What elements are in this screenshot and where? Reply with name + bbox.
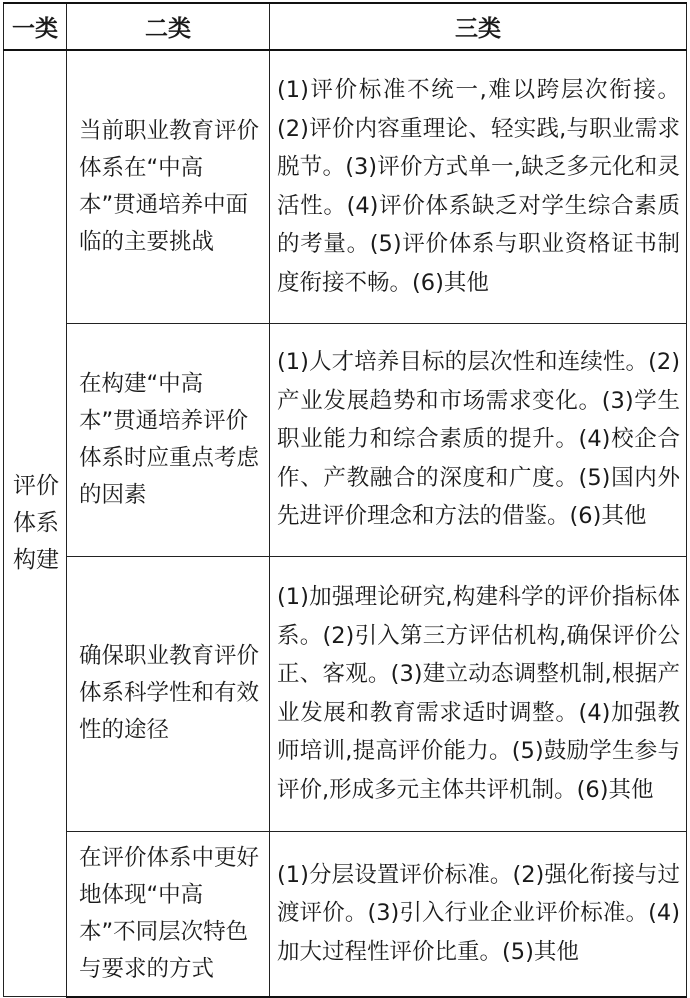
category-2-cell: 在构建“中高本”贯通培养评价体系时应重点考虑的因素 (67, 323, 270, 556)
table-row (4, 323, 687, 556)
category-3-cell: (1)分层设置评价标准。(2)强化衔接与过渡评价。(3)引入行业企业评价标准。(4)加大过程性评价比重。(5)其他 (270, 831, 687, 997)
header-row (4, 3, 687, 50)
table-row (4, 50, 687, 323)
table-row (4, 831, 687, 997)
header-category-2: 二类 (67, 3, 270, 50)
category-3-cell: (1)人才培养目标的层次性和连续性。(2)产业发展趋势和市场需求变化。(3)学生职业能力和综合素质的提升。(4)校企合作、产教融合的深度和广度。(5)国内外先进评价理念和方法的借鉴。(6)其他 (270, 323, 687, 556)
survey-structure-table (3, 2, 687, 998)
category-3-cell: (1)评价标准不统一,难以跨层次衔接。(2)评价内容重理论、轻实践,与职业需求脱节。(3)评价方式单一,缺乏多元化和灵活性。(4)评价体系缺乏对学生综合素质的考量。(5)评价体系与职业资格证书制度衔接不畅。(6)其他 (270, 50, 687, 323)
category-3-cell: (1)加强理论研究,构建科学的评价指标体系。(2)引入第三方评估机构,确保评价公正、客观。(3)建立动态调整机制,根据产业发展和教育需求适时调整。(4)加强教师培训,提高评价能力。(5)鼓励学生参与评价,形成多元主体共评机制。(6)其他 (270, 556, 687, 831)
table-row (4, 556, 687, 831)
header-category-1: 一类 (4, 3, 67, 50)
category-2-cell: 确保职业教育评价体系科学性和有效性的途径 (67, 556, 270, 831)
category-2-cell: 在评价体系中更好地体现“中高本”不同层次特色与要求的方式 (67, 831, 270, 997)
category-2-cell: 当前职业教育评价体系在“中高本”贯通培养中面临的主要挑战 (67, 50, 270, 323)
header-category-3: 三类 (270, 3, 687, 50)
category-1-cell: 评价体系构建 (4, 50, 67, 997)
